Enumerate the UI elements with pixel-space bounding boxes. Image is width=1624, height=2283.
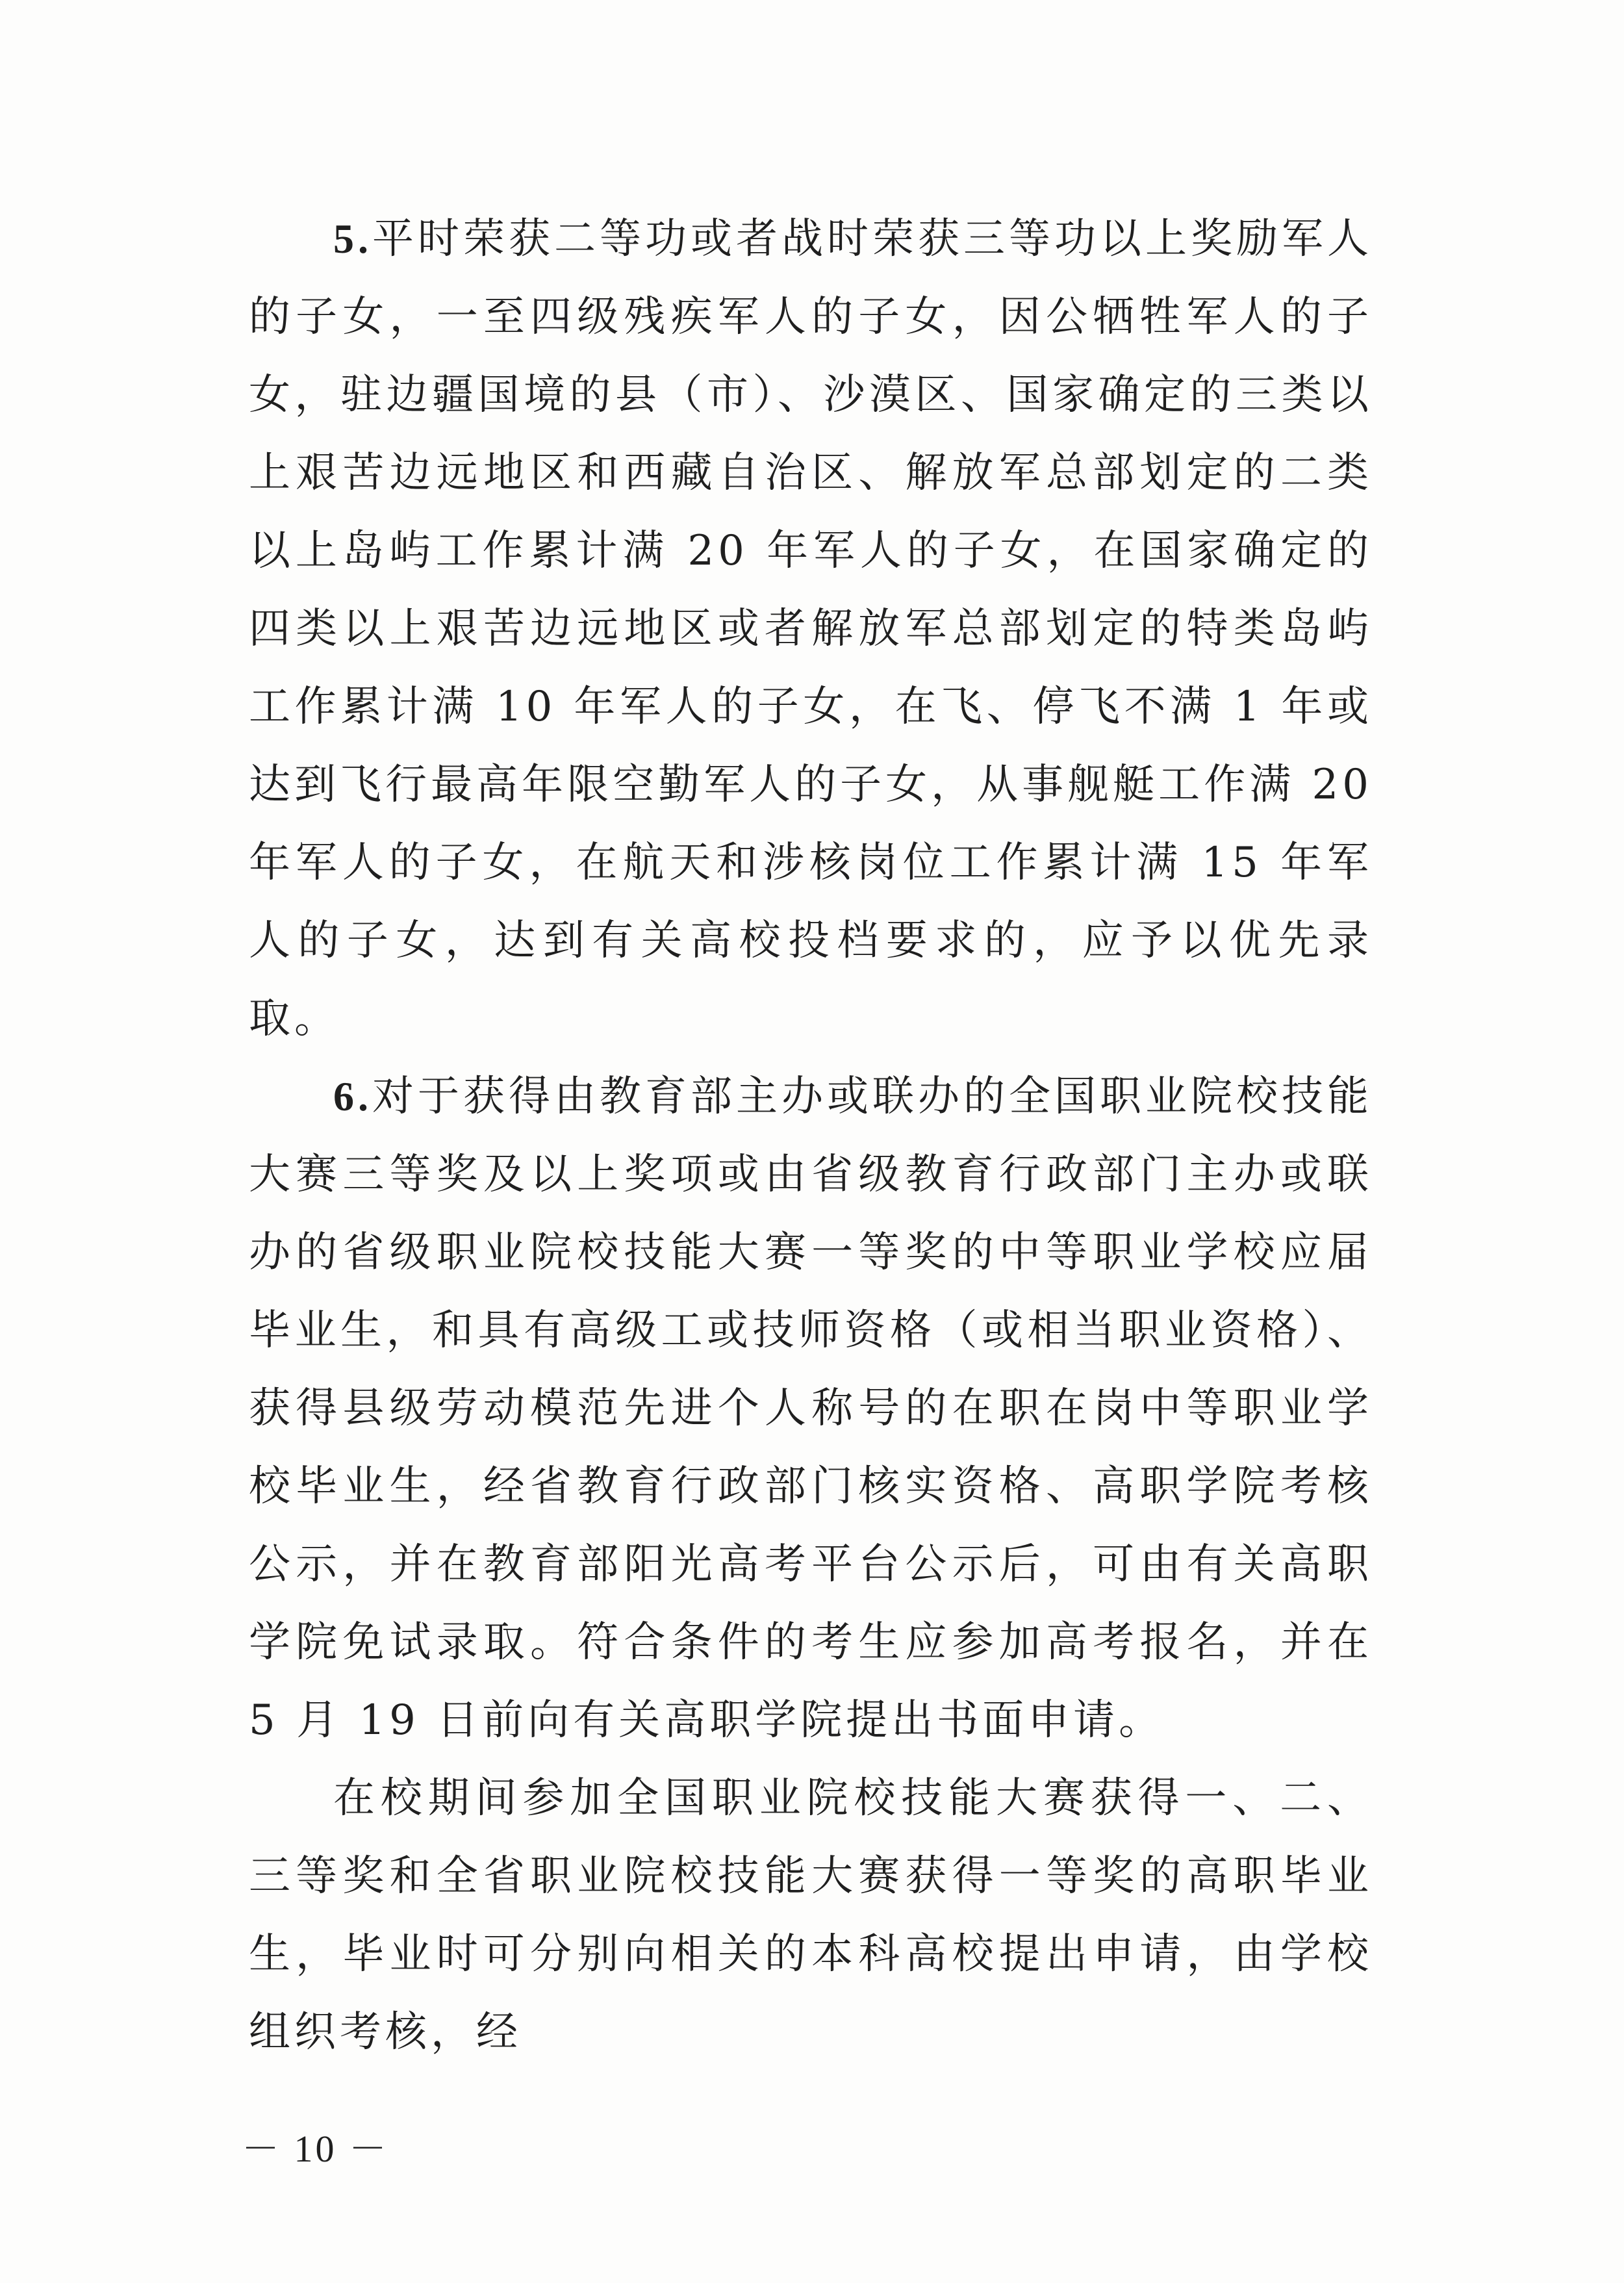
paragraph-number: 6. [333,1073,372,1119]
paragraph-number: 5. [333,216,372,262]
page-number: － 10 － [242,2128,390,2170]
paragraph-item-5 [249,200,1373,1058]
paragraph-text: 在校期间参加全国职业院校技能大赛获得一、二、三等奖和全省职业院校技能大赛获得一等奖的高职毕业生，毕业时可分别向相关的本科高校提出申请，由学校组织考核，经 [249,1774,1373,2056]
paragraph-continuation [249,1759,1373,2071]
document-body [249,200,1373,2071]
paragraph-item-6 [249,1058,1373,1759]
paragraph-text: 对于获得由教育部主办或联办的全国职业院校技能大赛三等奖及以上奖项或由省级教育行政部门主办或联办的省级职业院校技能大赛一等奖的中等职业学校应届毕业生，和具有高级工或技师资格（或相当职业资格）、获得县级劳动模范先进个人称号的在职在岗中等职业学校毕业生，经省教育行政部门核实资格、高职学院考核公示，并在教育部阳光高考平台公示后，可由有关高职学院免试录取。符合条件的考生应参加高考报名，并在 5 月 19 日前向有关高职学院提出书面申请。 [249,1073,1373,1744]
paragraph-text: 平时荣获二等功或者战时荣获三等功以上奖励军人的子女，一至四级残疾军人的子女，因公牺牲军人的子女，驻边疆国境的县（市）、沙漠区、国家确定的三类以上艰苦边远地区和西藏自治区、解放军总部划定的二类以上岛屿工作累计满 20 年军人的子女，在国家确定的四类以上艰苦边远地区或者解放军总部划定的特类岛屿工作累计满 10 年军人的子女，在飞、停飞不满 1 年或达到飞行最高年限空勤军人的子女，从事舰艇工作满 20 年军人的子女，在航天和涉核岗位工作累计满 15 年军人的子女，达到有关高校投档要求的，应予以优先录取。 [249,215,1373,1043]
